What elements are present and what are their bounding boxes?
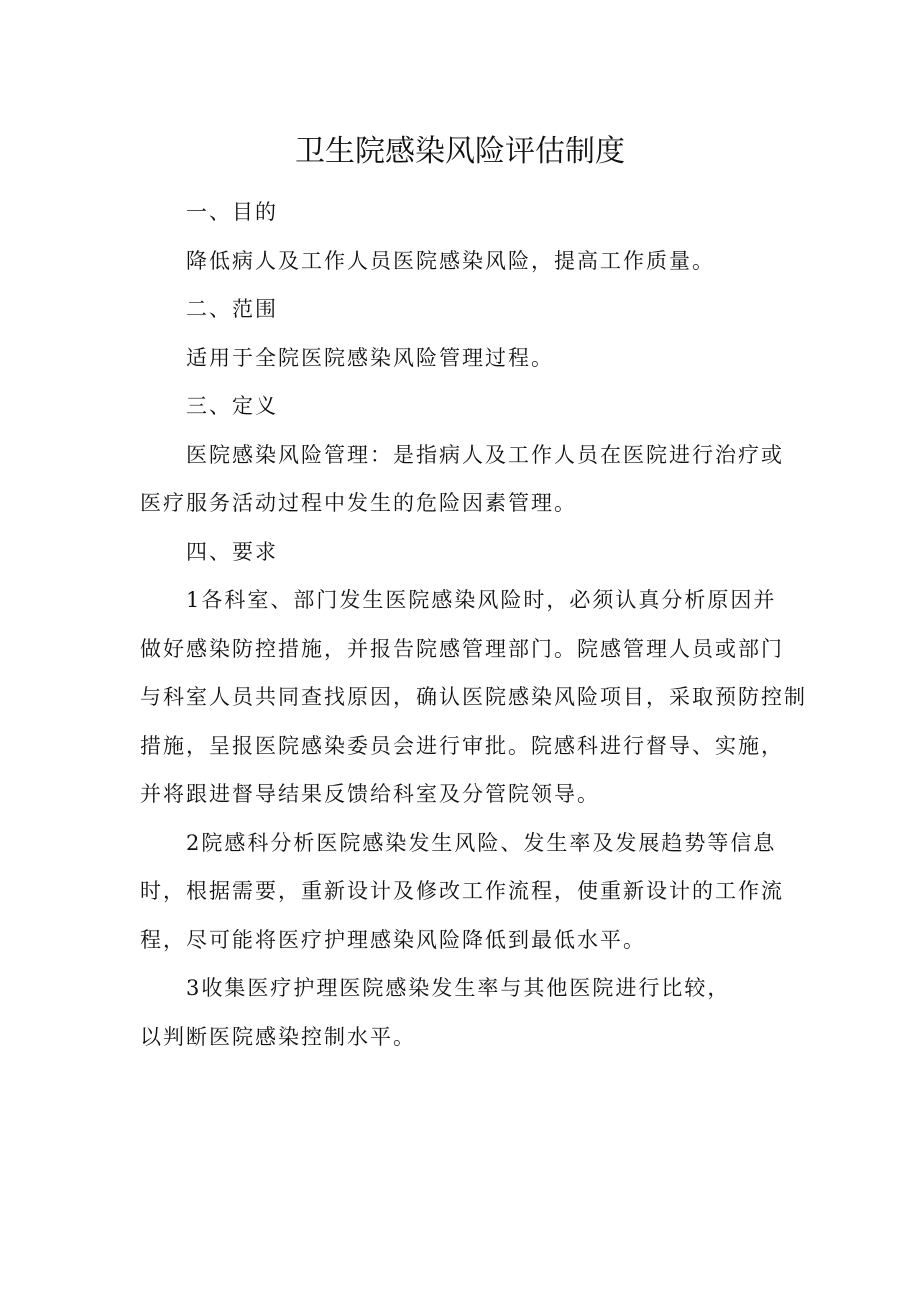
paragraph-definition-line-1: 医院感染风险管理：是指病人及工作人员在医院进行治疗或 [186,442,784,467]
paragraph-definition-line-2: 医疗服务活动过程中发生的危险因素管理。 [140,491,577,515]
requirement-2-line-2: 时，根据需要，重新设计及修改工作流程，使重新设计的工作流 [140,879,784,903]
requirement-1-line-3: 与科室人员共同查找原因，确认医院感染风险项目，采取预防控制 [140,685,807,709]
requirement-2-line-1: 2院感科分析医院感染发生风险、发生率及发展趋势等信息 [186,830,777,855]
requirement-1-line-1: 1各科室、部门发生医院感染风险时，必须认真分析原因并 [186,588,777,612]
requirement-2-line-3: 程，尽可能将医疗护理感染风险降低到最低水平。 [140,927,646,952]
requirement-3-line-1: 3收集医疗护理医院感染发生率与其他医院进行比较， [186,976,731,1000]
section-heading-definition: 三、定义 [186,394,278,418]
requirement-1-line-5: 并将跟进督导结果反馈给科室及分管院领导。 [140,782,600,806]
paragraph-purpose: 降低病人及工作人员医院感染风险，提高工作质量。 [186,248,715,273]
section-heading-purpose: 一、目的 [186,200,278,224]
paragraph-scope: 适用于全院医院感染风险管理过程。 [186,345,554,370]
document-body [140,188,807,1061]
document-title: 卫生院感染风险评估制度 [295,134,625,169]
requirement-3-line-2: 以判断医院感染控制水平。 [140,1024,416,1049]
requirement-1-line-4: 措施，呈报医院感染委员会进行审批。院感科进行督导、实施， [140,733,784,758]
requirement-1-line-2: 做好感染防控措施，并报告院感管理部门。院感管理人员或部门 [140,636,784,661]
section-heading-requirements: 四、要求 [186,539,278,564]
section-heading-scope: 二、范围 [186,297,278,321]
